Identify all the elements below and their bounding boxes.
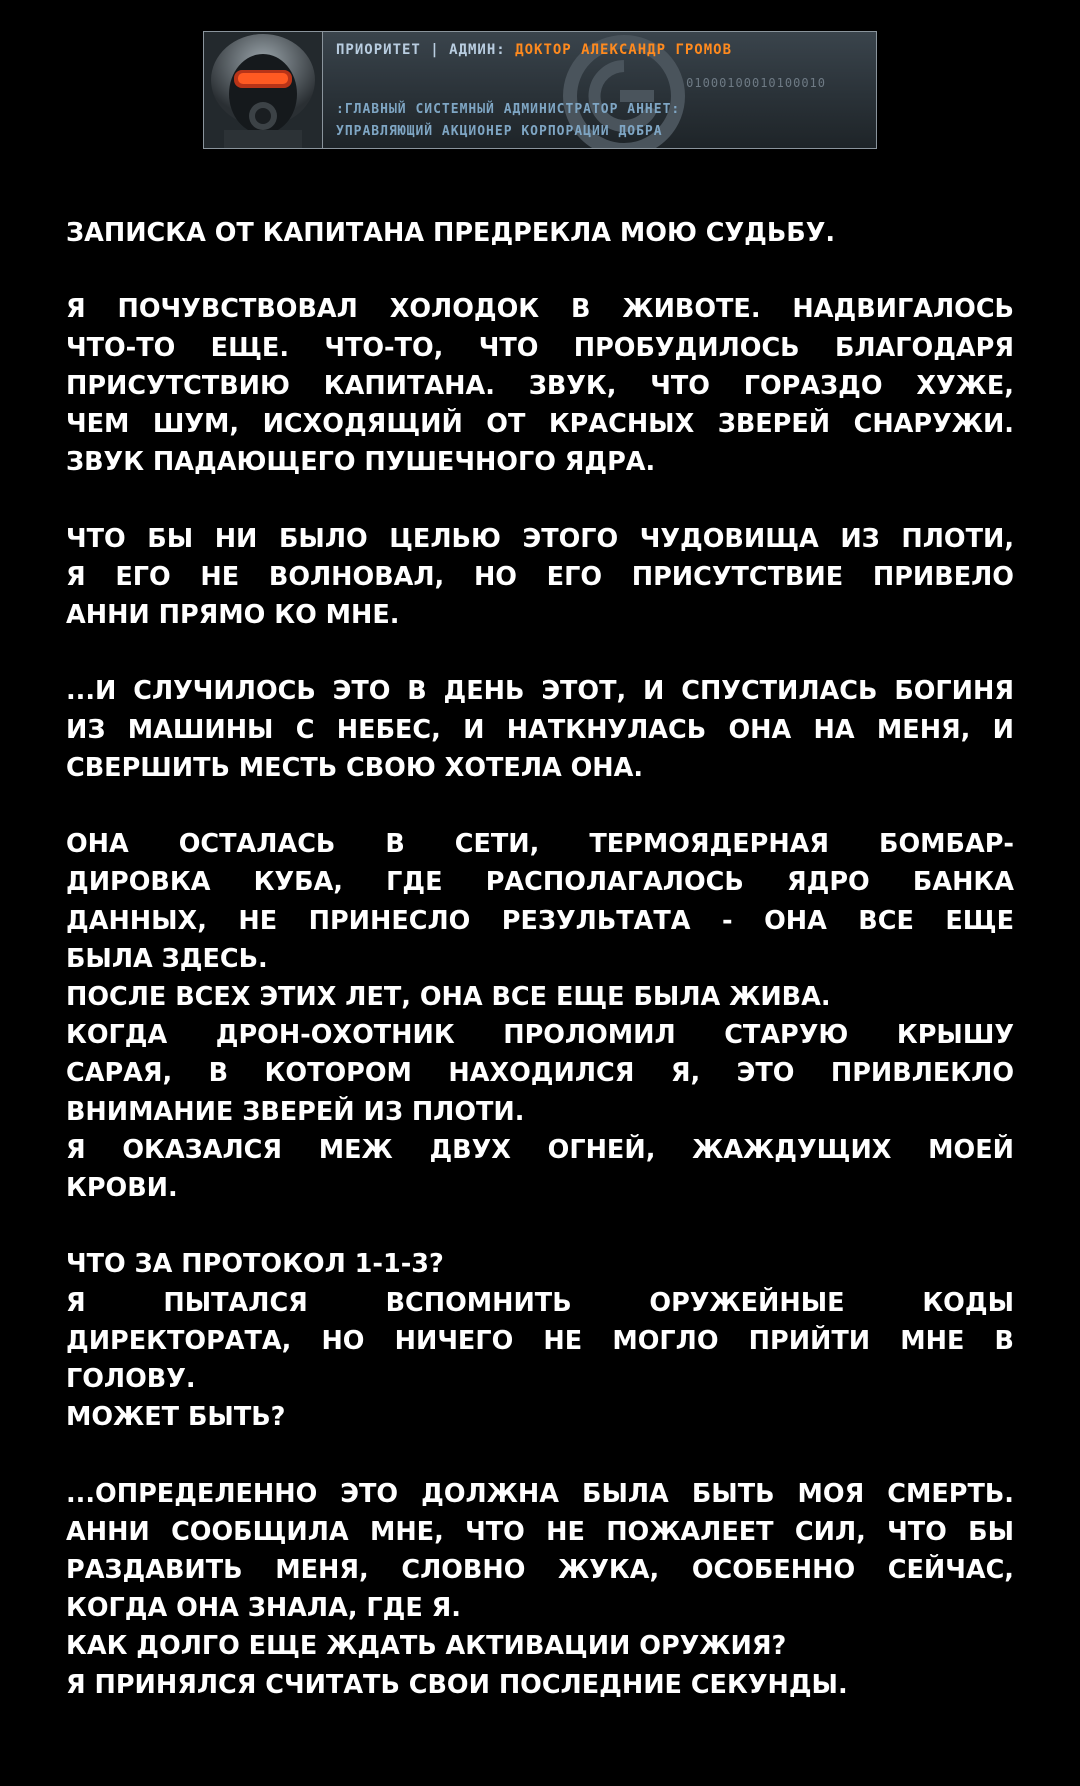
masked-soldier-avatar-icon	[204, 32, 323, 148]
story-line: ВНИМАНИЕ ЗВЕРЕЙ ИЗ ПЛОТИ.	[66, 1096, 525, 1127]
story-paragraph-3	[66, 520, 1014, 635]
story-line: СВЕРШИТЬ МЕСТЬ СВОЮ ХОТЕЛА ОНА.	[66, 752, 644, 783]
story-line: ЗАПИСКА ОТ КАПИТАНА ПРЕДРЕКЛА МОЮ СУДЬБУ.	[66, 218, 836, 248]
story-paragraph-1	[66, 214, 1014, 252]
story-line: КРОВИ.	[66, 1173, 178, 1204]
story-line: ЧТО ЗА ПРОТОКОЛ 1-1-3?	[66, 1249, 444, 1280]
binary-code-text: 01000100010100010	[686, 76, 826, 90]
story-paragraph-5	[66, 825, 1014, 1207]
story-line: Я ПЫТАЛСЯ ВСПОМНИТЬ ОРУЖЕЙНЫЕ КОДЫ	[66, 1287, 1014, 1318]
story-line: ...И СЛУЧИЛОСЬ ЭТО В ДЕНЬ ЭТОТ, И СПУСТИЛАСЬ БОГИНЯ	[66, 676, 1014, 707]
story-line: ДИРОВКА КУБА, ГДЕ РАСПОЛАГАЛОСЬ ЯДРО БАНКА	[66, 867, 1014, 898]
story-line: ПОСЛЕ ВСЕХ ЭТИХ ЛЕТ, ОНА ВСЕ ЕЩЕ БЫЛА ЖИВА.	[66, 982, 831, 1012]
story-paragraph-7	[66, 1475, 1014, 1704]
story-line: ЗВУК ПАДАЮЩЕГО ПУШЕЧНОГО ЯДРА.	[66, 447, 656, 478]
story-line: ИЗ МАШИНЫ С НЕБЕС, И НАТКНУЛАСЬ ОНА НА МЕНЯ, И	[66, 714, 1014, 745]
priority-admin-banner	[203, 31, 877, 149]
priority-admin-line	[336, 42, 732, 58]
priority-admin-label: ПРИОРИТЕТ | АДМИН:	[336, 42, 506, 58]
shareholder-line: УПРАВЛЯЮЩИЙ АКЦИОНЕР КОРПОРАЦИИ ДОБРА	[336, 124, 663, 139]
chief-admin-line: :ГЛАВНЫЙ СИСТЕМНЫЙ АДМИНИСТРАТОР АННЕТ:	[336, 102, 681, 117]
story-line: КОГДА ДРОН-ОХОТНИК ПРОЛОМИЛ СТАРУЮ КРЫШУ	[66, 1020, 1014, 1051]
story-line: ...ОПРЕДЕЛЕННО ЭТО ДОЛЖНА БЫЛА БЫТЬ МОЯ СМЕРТЬ.	[66, 1478, 1014, 1509]
story-paragraph-6	[66, 1245, 1014, 1436]
story-line: БЫЛА ЗДЕСЬ.	[66, 943, 268, 974]
story-line: АННИ СООБЩИЛА МНЕ, ЧТО НЕ ПОЖАЛЕЕТ СИЛ, ЧТО БЫ	[66, 1516, 1014, 1547]
story-line: ПРИСУТСТВИЮ КАПИТАНА. ЗВУК, ЧТО ГОРАЗДО ХУЖЕ,	[66, 370, 1014, 401]
story-line: Я ЕГО НЕ ВОЛНОВАЛ, НО ЕГО ПРИСУТСТВИЕ ПРИВЕЛО	[66, 561, 1014, 592]
story-line: Я ПОЧУВСТВОВАЛ ХОЛОДОК В ЖИВОТЕ. НАДВИГАЛОСЬ	[66, 294, 1014, 325]
admin-name: ДОКТОР АЛЕКСАНДР ГРОМОВ	[515, 42, 733, 58]
story-line: КАК ДОЛГО ЕЩЕ ЖДАТЬ АКТИВАЦИИ ОРУЖИЯ?	[66, 1631, 787, 1662]
story-line: КОГДА ОНА ЗНАЛА, ГДЕ Я.	[66, 1593, 461, 1624]
avatar-drawing	[204, 32, 322, 148]
story-paragraph-4	[66, 672, 1014, 787]
story-line: ЧТО БЫ НИ БЫЛО ЦЕЛЬЮ ЭТОГО ЧУДОВИЩА ИЗ ПЛОТИ,	[66, 523, 1014, 554]
story-line: ДИРЕКТОРАТА, НО НИЧЕГО НЕ МОГЛО ПРИЙТИ МНЕ В	[66, 1325, 1014, 1356]
story-line: ЧЕМ ШУМ, ИСХОДЯЩИЙ ОТ КРАСНЫХ ЗВЕРЕЙ СНАРУЖИ.	[66, 409, 1014, 439]
story-paragraph-2	[66, 290, 1014, 481]
story-line: АННИ ПРЯМО КО МНЕ.	[66, 600, 400, 630]
story-line: МОЖЕТ БЫТЬ?	[66, 1402, 286, 1433]
story-line: Я ПРИНЯЛСЯ СЧИТАТЬ СВОИ ПОСЛЕДНИЕ СЕКУНДЫ.	[66, 1669, 848, 1700]
story-line: Я ОКАЗАЛСЯ МЕЖ ДВУХ ОГНЕЙ, ЖАЖДУЩИХ МОЕЙ	[66, 1134, 1014, 1165]
story-text	[66, 214, 1014, 1742]
story-line: ДАННЫХ, НЕ ПРИНЕСЛО РЕЗУЛЬТАТА - ОНА ВСЕ ЕЩЕ	[66, 905, 1014, 936]
story-line: ОНА ОСТАЛАСЬ В СЕТИ, ТЕРМОЯДЕРНАЯ БОМБАР-	[66, 829, 1014, 860]
story-line: ГОЛОВУ.	[66, 1364, 196, 1395]
story-line: РАЗДАВИТЬ МЕНЯ, СЛОВНО ЖУКА, ОСОБЕННО СЕЙЧАС,	[66, 1555, 1014, 1586]
story-line: САРАЯ, В КОТОРОМ НАХОДИЛСЯ Я, ЭТО ПРИВЛЕКЛО	[66, 1058, 1014, 1089]
story-line: ЧТО-ТО ЕЩЕ. ЧТО-ТО, ЧТО ПРОБУДИЛОСЬ БЛАГОДАРЯ	[66, 332, 1014, 363]
